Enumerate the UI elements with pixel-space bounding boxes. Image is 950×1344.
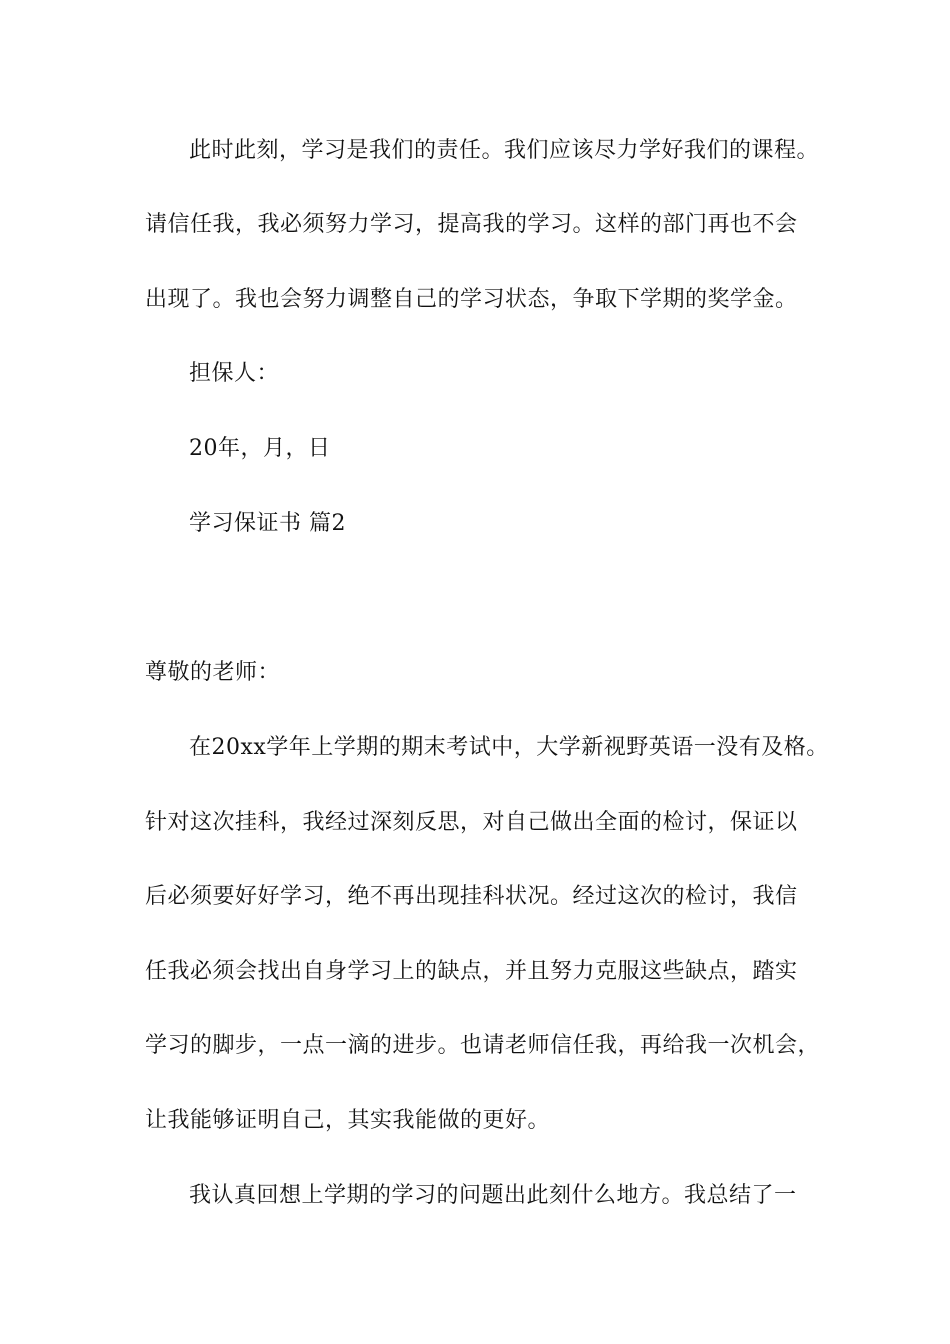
paragraph-line: 请信任我，我必须努力学习，提高我的学习。这样的部门再也不会 <box>145 212 798 237</box>
paragraph-line: 出现了。我也会努力调整自己的学习状态，争取下学期的奖学金。 <box>145 287 798 312</box>
paragraph-line: 学习的脚步，一点一滴的进步。也请老师信任我，再给我一次机会， <box>145 1033 821 1058</box>
paragraph-line: 让我能够证明自己，其实我能做的更好。 <box>145 1108 551 1133</box>
paragraph-line: 在20xx学年上学期的期末考试中，大学新视野英语一没有及格。 <box>189 735 829 760</box>
date-line: 20年，月，日 <box>189 436 331 461</box>
section-title: 学习保证书 篇2 <box>189 511 346 536</box>
paragraph-line: 针对这次挂科，我经过深刻反思，对自己做出全面的检讨，保证以 <box>145 810 798 835</box>
guarantor-label: 担保人： <box>189 361 280 386</box>
salutation: 尊敬的老师： <box>145 660 281 685</box>
paragraph-line: 我认真回想上学期的学习的问题出此刻什么地方。我总结了一 <box>189 1183 797 1208</box>
paragraph-line: 任我必须会找出自身学习上的缺点，并且努力克服这些缺点，踏实 <box>145 959 798 984</box>
paragraph-line: 后必须要好好学习，绝不再出现挂科状况。经过这次的检讨，我信 <box>145 884 798 909</box>
paragraph-line: 此时此刻，学习是我们的责任。我们应该尽力学好我们的课程。 <box>189 138 820 163</box>
